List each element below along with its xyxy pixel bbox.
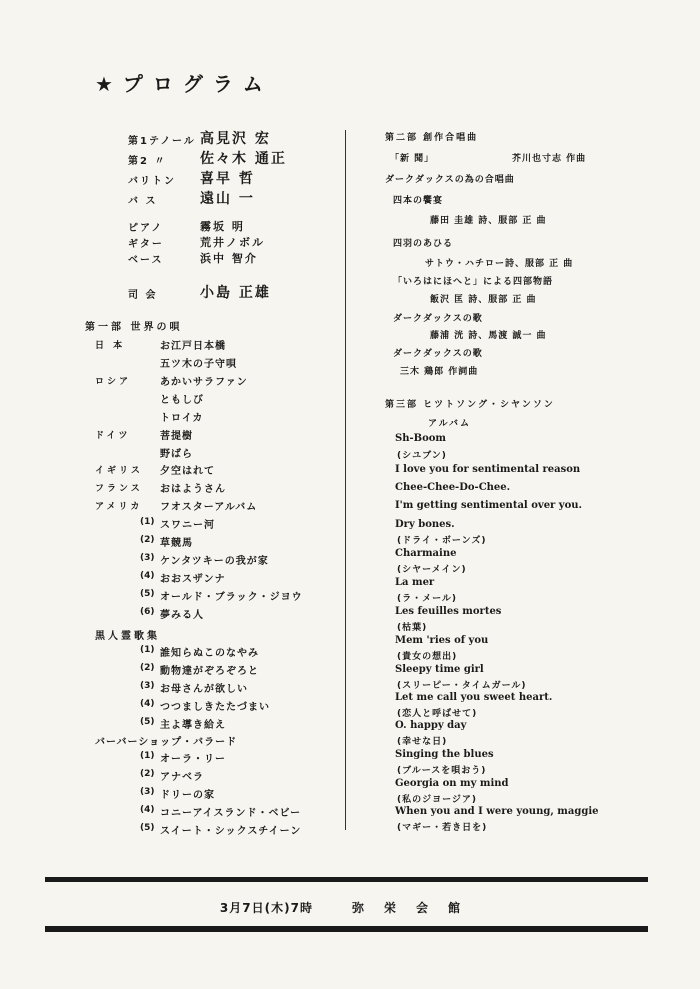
part3-heading: 第三部 ヒツトソング・シヤンソン <box>385 400 555 410</box>
song-title: ドリーの家 <box>160 790 215 801</box>
item-number: (6) <box>140 607 155 617</box>
performer-role: 第2 〃 <box>128 156 167 167</box>
part2-title: 「いろはにほへと」による四部物語 <box>393 277 554 287</box>
song-title: ともしび <box>160 395 204 406</box>
song-title: 主よ導き給え <box>160 720 226 731</box>
part2-title: ダークダックスの歌 <box>393 349 483 359</box>
song-japanese: (ラ・メール) <box>397 594 458 604</box>
part1-heading: 第一部 世界の唄 <box>85 322 183 333</box>
item-number: (1) <box>140 645 155 655</box>
song-english: O. happy day <box>395 720 467 731</box>
song-title: 誰知らぬこのなやみ <box>160 648 259 659</box>
country-label: アメリカ <box>95 502 143 512</box>
item-number: (3) <box>140 553 155 563</box>
item-number: (5) <box>140 717 155 727</box>
part2-title: 四羽のあひる <box>393 239 454 249</box>
song-title: フオスターアルバム <box>160 502 258 513</box>
song-japanese: (マギー・若き日を) <box>397 823 488 833</box>
country-label: フランス <box>95 484 143 494</box>
host-name: 小島 正雄 <box>200 285 271 301</box>
song-title: コニーアイスランド・ベビー <box>160 808 302 819</box>
song-title: トロイカ <box>160 413 204 424</box>
item-number: (4) <box>140 805 155 815</box>
song-japanese: (私のジヨージア) <box>397 795 478 805</box>
song-title: オールド・ブラック・ジヨウ <box>160 592 303 603</box>
item-number: (5) <box>140 823 155 833</box>
instrument-role: ベース <box>128 255 164 266</box>
song-title: オーラ・リー <box>160 754 226 765</box>
song-title: お母さんが欲しい <box>160 684 248 695</box>
song-title: お江戸日本橋 <box>160 341 226 352</box>
part2-title: 四本の饗宴 <box>393 196 444 206</box>
song-title: 菩提樹 <box>160 431 193 442</box>
song-title: 草競馬 <box>160 538 193 549</box>
song-japanese: (シユブン) <box>397 451 447 461</box>
part2-credit: 三木 鶏郎 作詞曲 <box>400 367 479 377</box>
performer-name: 喜早 哲 <box>200 171 255 187</box>
song-japanese: (ドライ・ボーンズ) <box>397 536 487 546</box>
country-label: 日 本 <box>95 341 126 351</box>
performer-name: 佐々木 通正 <box>200 151 287 167</box>
song-japanese: (枯葉) <box>397 623 428 633</box>
program-title: ★プログラム <box>95 72 273 96</box>
song-title: アナベラ <box>160 772 204 783</box>
song-english: Sleepy time girl <box>395 664 484 675</box>
footer-rule-top <box>45 877 648 882</box>
song-title: おおスザンナ <box>160 574 226 585</box>
song-english: Sh-Boom <box>395 433 447 444</box>
song-japanese: (ブルースを唄おう) <box>397 766 487 776</box>
song-japanese: (スリーピー・タイムガール) <box>397 681 527 691</box>
spirituals-heading: 黒人霊歌集 <box>95 631 160 642</box>
song-title: 動物達がぞろぞろと <box>160 666 259 677</box>
performer-role: バ ス <box>128 196 158 207</box>
song-english: Mem 'ries of you <box>395 635 489 646</box>
song-english: Charmaine <box>395 548 457 559</box>
concert-venue: 弥栄会館 <box>352 901 481 915</box>
host-role: 司 会 <box>128 290 158 301</box>
country-label: ロシア <box>95 377 132 387</box>
part2-title: 「新 聞」 <box>390 154 435 164</box>
song-japanese: (貴女の想出) <box>397 652 458 662</box>
song-title: 夕空はれて <box>160 466 215 477</box>
song-english: Dry bones. <box>395 519 455 530</box>
part2-subheading: ダークダックスの為の合唱曲 <box>385 175 515 185</box>
performer-role: バリトン <box>128 176 176 187</box>
item-number: (3) <box>140 681 155 691</box>
song-english: Singing the blues <box>395 749 494 760</box>
song-english: I'm getting sentimental over you. <box>395 500 583 511</box>
instrumentalist-name: 浜中 智介 <box>200 252 258 265</box>
song-japanese: (幸せな日) <box>397 737 448 747</box>
concert-date: 3月7日(木)7時 <box>219 901 313 915</box>
country-label: イギリス <box>95 466 143 476</box>
part2-heading: 第二部 創作合唱曲 <box>385 133 479 143</box>
part2-credit: 藤浦 洸 詩、馬渡 誠一 曲 <box>430 331 547 341</box>
barbershop-heading: バーバーショップ・バラード <box>95 737 238 748</box>
song-english: Let me call you sweet heart. <box>395 692 553 703</box>
performer-name: 高見沢 宏 <box>200 131 271 147</box>
performer-name: 遠山 一 <box>200 191 255 207</box>
song-english: Les feuilles mortes <box>395 606 502 617</box>
footer-rule-bottom <box>45 926 648 932</box>
song-japanese: (恋人と呼ばせて) <box>397 709 478 719</box>
song-title: 五ツ木の子守唄 <box>160 359 237 370</box>
performer-role: 第1テノール <box>128 136 196 147</box>
item-number: (1) <box>140 517 155 527</box>
item-number: (2) <box>140 535 155 545</box>
song-title: 夢みる人 <box>160 610 204 621</box>
song-english: I love you for sentimental reason <box>395 464 581 475</box>
song-title: あかいサラファン <box>160 377 248 388</box>
item-number: (4) <box>140 699 155 709</box>
song-title: おはようさん <box>160 484 226 495</box>
part3-subheading: アルバム <box>428 419 472 429</box>
song-title: 野ばら <box>160 449 193 460</box>
column-divider <box>345 130 346 830</box>
song-title: ケンタツキーの我が家 <box>160 556 269 567</box>
item-number: (1) <box>140 751 155 761</box>
song-english: Georgia on my mind <box>395 778 509 789</box>
item-number: (4) <box>140 571 155 581</box>
item-number: (2) <box>140 663 155 673</box>
item-number: (3) <box>140 787 155 797</box>
song-japanese: (シヤーメイン) <box>397 565 467 575</box>
item-number: (2) <box>140 769 155 779</box>
footer <box>0 897 700 916</box>
instrument-role: ギター <box>128 239 164 250</box>
part2-credit: 芥川也寸志 作曲 <box>512 154 587 164</box>
instrumentalist-name: 霧坂 明 <box>200 220 245 233</box>
song-title: つつましきたたづまい <box>160 702 270 713</box>
part2-credit: 飯沢 匡 詩、服部 正 曲 <box>430 295 537 305</box>
song-english: Chee-Chee-Do-Chee. <box>395 482 511 493</box>
song-english: When you and I were young, maggie <box>395 806 599 817</box>
part2-credit: サトウ・ハチロー詩、服部 正 曲 <box>425 259 574 269</box>
part2-credit: 藤田 圭雄 詩、服部 正 曲 <box>430 216 547 226</box>
song-english: La mer <box>395 577 435 588</box>
item-number: (5) <box>140 589 155 599</box>
part2-title: ダークダックスの歌 <box>393 314 483 324</box>
instrumentalist-name: 荒井ノボル <box>200 236 265 249</box>
instrument-role: ピアノ <box>128 223 164 234</box>
country-label: ドイツ <box>95 431 131 441</box>
song-title: スワニー河 <box>160 520 215 531</box>
song-title: スイート・シックスチイーン <box>160 826 302 837</box>
